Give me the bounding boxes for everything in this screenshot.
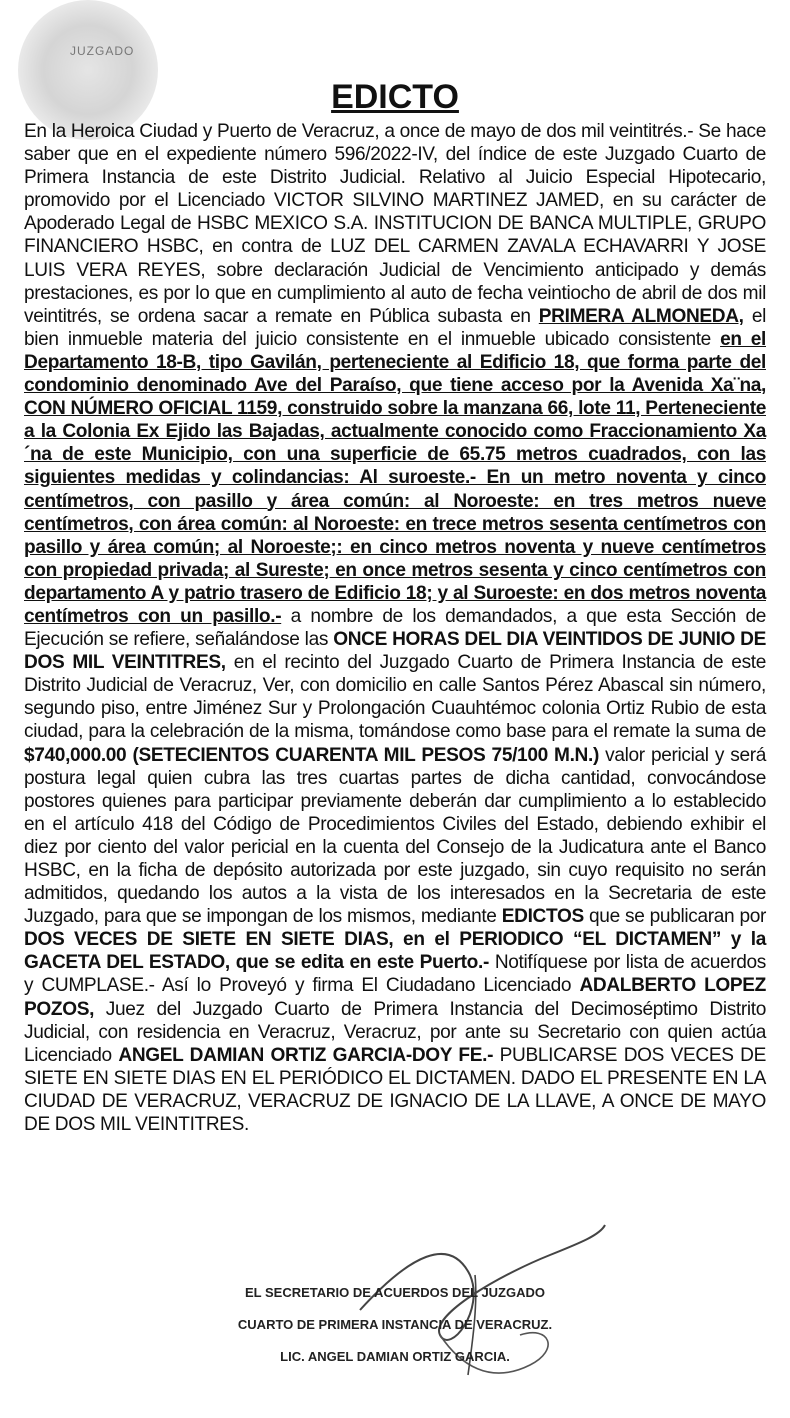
body-text-9: PUBLICARSE DOS VECES DE SIETE EN SIETE DIAS EN EL PERIÓDICO EL DICTAMEN. DADO EL PRESENTE EN LA CIUDAD DE VERACRUZ, VERACRUZ DE IGNACIO DE LA LLAVE, A ONCE DE MAYO DE DOS MIL VEINTITRES. — [24, 1044, 766, 1136]
signature-line-name: LIC. ANGEL DAMIAN ORTIZ GARCIA. — [280, 1349, 510, 1364]
body-bold-property-description: en el Departamento 18-B, tipo Gavilán, perteneciente al Edificio 18, que forma parte del condominio denominado Ave del Paraíso, que tiene acceso por la Avenida Xa¨na, CON NÚMERO OFICIAL 1159, construido sobre la manzana 66, lote 11, Perteneciente a la Colonia Ex Ejido las Bajadas, actualmente conocido como Fraccionamiento Xa´na de este Municipio, con una superficie de 65.75 metros cuadrados, con las siguientes medidas y colindancias: Al suroeste.- En un metro noventa y cinco centímetros, con pasillo y área común: al Noroeste: en tres metros nueve centímetros, con área común: al Noroeste: en trece metros sesenta centímetros con pasillo y área común; al Noroeste;: en cinco metros noventa y nueve centímetros con propiedad privada; al Sureste; en once metros sesenta y cinco centímetros con departamento A y patrio trasero de Edificio 18; y al Suroeste: en dos metros noventa centímetros con un pasillo.- — [24, 328, 766, 627]
signature-line-court: CUARTO DE PRIMERA INSTANCIA DE VERACRUZ. — [237, 1317, 553, 1332]
body-text-2: el bien inmueble materia del juicio consistente en el inmueble ubicado consistente — [24, 305, 766, 350]
body-text-8: Juez del Juzgado Cuarto de Primera Instancia del Decimoséptimo Distrito Judicial, con residencia en Veracruz, Veracruz, por ante su Secretario con quien actúa Licenciado — [24, 998, 766, 1066]
court-seal — [18, 0, 158, 140]
signature-line-title: EL SECRETARIO DE ACUERDOS DEL JUZGADO — [245, 1285, 545, 1300]
body-bold-publication: DOS VECES DE SIETE EN SIETE DIAS, en el PERIODICO “EL DICTAMEN” y la GACETA DEL ESTADO, que se edita en este Puerto.- — [24, 929, 766, 974]
document-title: EDICTO — [331, 78, 459, 116]
body-bold-amount: $740,000.00 (SETECIENTOS CUARENTA MIL PESOS 75/100 M.N.) — [24, 744, 599, 766]
edict-body — [24, 120, 766, 1136]
body-text-6: que se publicaran por — [583, 906, 766, 928]
body-bold-almoneda: PRIMERA ALMONEDA, — [538, 305, 744, 327]
body-bold-secretary-name: ANGEL DAMIAN ORTIZ GARCIA-DOY FE.- — [118, 1044, 494, 1066]
body-text-4: en el recinto del Juzgado Cuarto de Primera Instancia de este Distrito Judicial de Veracruz, Ver, con domicilio en calle Santos Pérez Abascal sin número, segundo piso, entre Jiménez Sur y Prolongación Cuauhtémoc colonia Ortiz Rubio de esta ciudad, para la celebración de la misma, tomándose como base para el remate la suma de — [24, 652, 766, 743]
body-text-1: En la Heroica Ciudad y Puerto de Veracruz, a once de mayo de dos mil veintitrés.- Se hace saber que en el expediente número 596/2022-IV, del índice de este Juzgado Cuarto de Primera Instancia de este Distrito Judicial. Relativo al Juicio Especial Hipotecario, promovido por el Licenciado VICTOR SILVINO MARTINEZ JAMED, en su carácter de Apoderado Legal de HSBC MEXICO S.A. INSTITUCION DE BANCA MULTIPLE, GRUPO FINANCIERO HSBC, en contra de LUZ DEL CARMEN ZAVALA ECHAVARRI Y JOSE LUIS VERA REYES, sobre declaración Judicial de Vencimiento anticipado y demás prestaciones, es por lo que en cumplimiento al auto de fecha veintiocho de abril de dos mil veintitrés, se ordena sacar a remate en Pública subasta en — [24, 121, 766, 327]
body-bold-hearing-date: ONCE HORAS DEL DIA VEINTIDOS DE JUNIO DE DOS MIL VEINTITRES, — [24, 629, 766, 674]
body-bold-judge-name: ADALBERTO LOPEZ POZOS, — [24, 975, 766, 1020]
body-text-3: a nombre de los demandados, a que esta Sección de Ejecución se refiere, señalándose las — [24, 605, 766, 651]
seal-text: JUZGADO — [70, 44, 135, 58]
body-text-7: Notifíquese por lista de acuerdos y CUMPLASE.- Así lo Proveyó y firma El Ciudadano Licenciado — [24, 952, 766, 997]
body-text-5: valor pericial y será postura legal quien cubra las tres cuartas partes de dicha cantidad, convocándose postores quienes para participar previamente deberán dar cumplimiento a lo establecido en el artículo 418 del Código de Procedimientos Civiles del Estado, debiendo exhibir el diez por ciento del valor pericial en la cuenta del Consejo de la Judicatura ante el Banco HSBC, en la ficha de depósito autorizada por este juzgado, sin cuyo requisito no serán admitidos, quedando los autos a la vista de los interesados en la Secretaria de este Juzgado, para que se impongan de los mismos, mediante — [24, 744, 766, 928]
body-bold-edictos: EDICTOS — [501, 906, 584, 928]
signature-block — [0, 1277, 790, 1373]
